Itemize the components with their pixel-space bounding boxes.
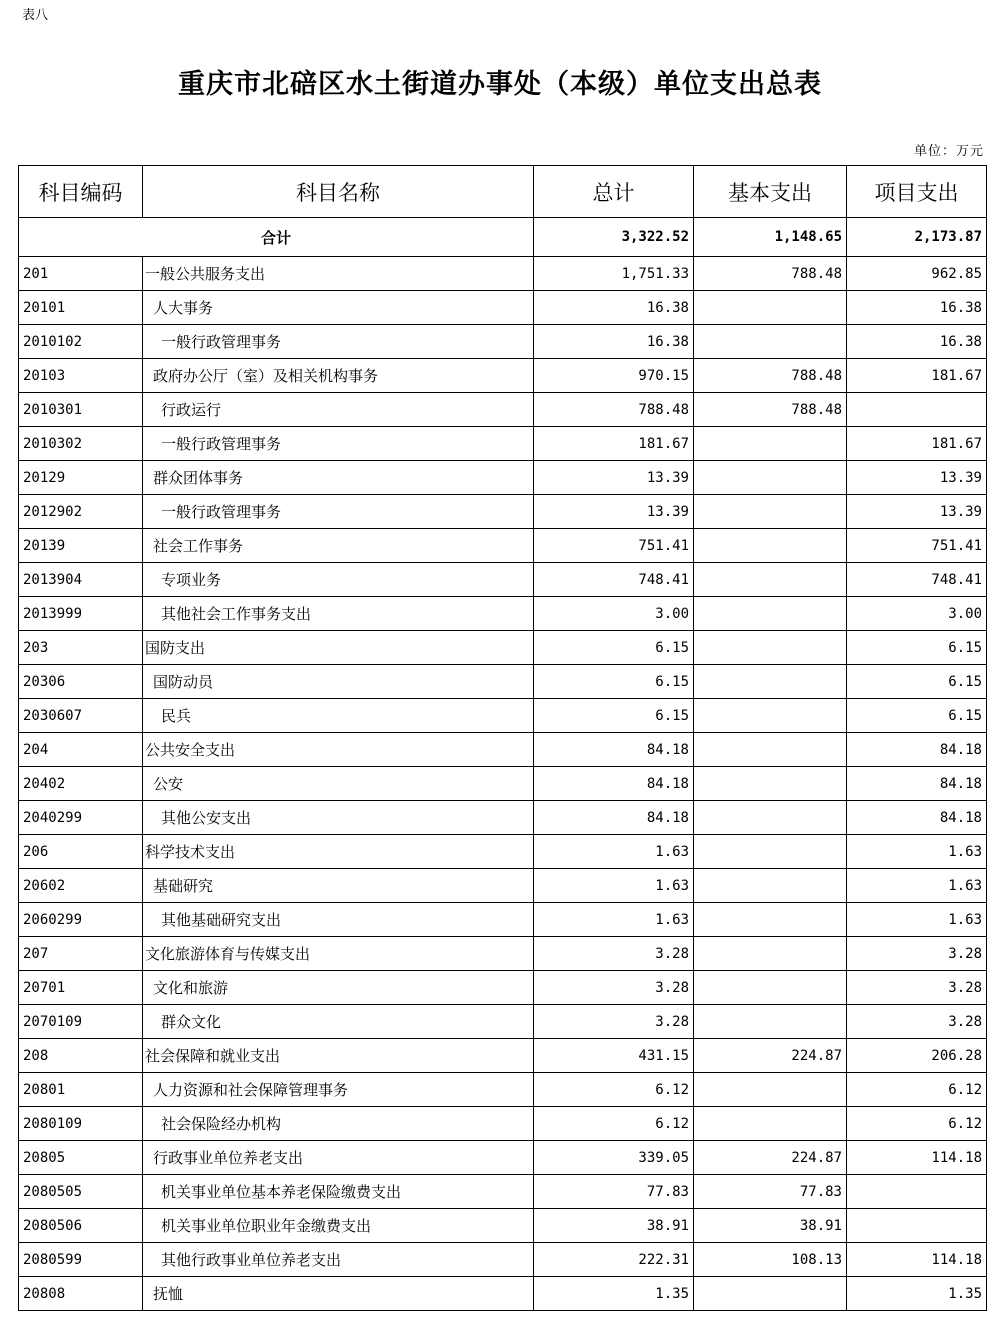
- row-code: 203: [19, 631, 143, 665]
- row-name: 其他公安支出: [143, 801, 534, 835]
- row-total: 3.00: [534, 597, 694, 631]
- header-project: 项目支出: [847, 166, 987, 218]
- row-project: 3.00: [847, 597, 987, 631]
- table-row: [19, 699, 987, 733]
- row-basic: [694, 631, 847, 665]
- row-name: 公安: [143, 767, 534, 801]
- table-row: [19, 1277, 987, 1311]
- row-name: 专项业务: [143, 563, 534, 597]
- row-name: 一般行政管理事务: [143, 495, 534, 529]
- row-total: 1.63: [534, 835, 694, 869]
- table-number-label: 表八: [22, 8, 49, 23]
- row-code: 2030607: [19, 699, 143, 733]
- header-basic: 基本支出: [694, 166, 847, 218]
- table-row: [19, 393, 987, 427]
- row-basic: [694, 869, 847, 903]
- row-total: 970.15: [534, 359, 694, 393]
- row-code: 20801: [19, 1073, 143, 1107]
- row-code: 20402: [19, 767, 143, 801]
- row-name: 人力资源和社会保障管理事务: [143, 1073, 534, 1107]
- row-basic: 788.48: [694, 359, 847, 393]
- table-row: [19, 1141, 987, 1175]
- row-code: 2080599: [19, 1243, 143, 1277]
- row-code: 20805: [19, 1141, 143, 1175]
- row-code: 2010302: [19, 427, 143, 461]
- table-row: [19, 563, 987, 597]
- row-name: 文化和旅游: [143, 971, 534, 1005]
- row-code: 2060299: [19, 903, 143, 937]
- row-name: 国防支出: [143, 631, 534, 665]
- row-name: 国防动员: [143, 665, 534, 699]
- table-row: [19, 903, 987, 937]
- row-name: 一般公共服务支出: [143, 257, 534, 291]
- row-total: 16.38: [534, 291, 694, 325]
- row-project: 84.18: [847, 801, 987, 835]
- table-row: [19, 1209, 987, 1243]
- row-basic: 77.83: [694, 1175, 847, 1209]
- row-code: 20129: [19, 461, 143, 495]
- total-row: [19, 218, 987, 257]
- row-code: 2080506: [19, 1209, 143, 1243]
- table-row: [19, 631, 987, 665]
- row-project: 6.15: [847, 665, 987, 699]
- table-row: [19, 495, 987, 529]
- row-basic: [694, 699, 847, 733]
- row-project: 6.15: [847, 699, 987, 733]
- row-name: 其他基础研究支出: [143, 903, 534, 937]
- row-name: 人大事务: [143, 291, 534, 325]
- row-code: 2012902: [19, 495, 143, 529]
- row-name: 社会保障和就业支出: [143, 1039, 534, 1073]
- row-name: 群众文化: [143, 1005, 534, 1039]
- row-code: 2040299: [19, 801, 143, 835]
- row-project: 6.15: [847, 631, 987, 665]
- row-name: 一般行政管理事务: [143, 325, 534, 359]
- row-project: 84.18: [847, 733, 987, 767]
- row-basic: [694, 733, 847, 767]
- row-total: 16.38: [534, 325, 694, 359]
- row-code: 2070109: [19, 1005, 143, 1039]
- row-name: 基础研究: [143, 869, 534, 903]
- row-code: 20101: [19, 291, 143, 325]
- table-row: [19, 1243, 987, 1277]
- row-basic: [694, 1005, 847, 1039]
- row-basic: [694, 495, 847, 529]
- table-row: [19, 359, 987, 393]
- row-name: 公共安全支出: [143, 733, 534, 767]
- row-basic: [694, 291, 847, 325]
- row-basic: [694, 563, 847, 597]
- row-project: 1.63: [847, 903, 987, 937]
- table-row: [19, 1073, 987, 1107]
- page-title: 重庆市北碚区水土街道办事处（本级）单位支出总表: [178, 69, 822, 100]
- row-basic: [694, 903, 847, 937]
- table-row: [19, 461, 987, 495]
- header-total: 总计: [534, 166, 694, 218]
- row-code: 2080505: [19, 1175, 143, 1209]
- row-project: 3.28: [847, 1005, 987, 1039]
- row-total: 788.48: [534, 393, 694, 427]
- row-code: 20103: [19, 359, 143, 393]
- row-project: [847, 393, 987, 427]
- row-basic: 108.13: [694, 1243, 847, 1277]
- row-total: 6.12: [534, 1107, 694, 1141]
- row-code: 206: [19, 835, 143, 869]
- table-row: [19, 835, 987, 869]
- row-code: 20139: [19, 529, 143, 563]
- row-total: 1.63: [534, 903, 694, 937]
- row-project: 6.12: [847, 1107, 987, 1141]
- row-basic: 788.48: [694, 257, 847, 291]
- row-project: [847, 1209, 987, 1243]
- row-basic: 224.87: [694, 1141, 847, 1175]
- row-code: 2010102: [19, 325, 143, 359]
- table-row: [19, 291, 987, 325]
- row-total: 84.18: [534, 801, 694, 835]
- row-project: 962.85: [847, 257, 987, 291]
- table-row: [19, 801, 987, 835]
- table-row: [19, 971, 987, 1005]
- row-total: 3.28: [534, 1005, 694, 1039]
- row-code: 20602: [19, 869, 143, 903]
- row-total: 222.31: [534, 1243, 694, 1277]
- table-row: [19, 1039, 987, 1073]
- row-basic: [694, 461, 847, 495]
- row-total: 431.15: [534, 1039, 694, 1073]
- row-total: 1.35: [534, 1277, 694, 1311]
- table-header-row: [19, 166, 987, 218]
- row-total: 748.41: [534, 563, 694, 597]
- row-name: 行政运行: [143, 393, 534, 427]
- row-basic: 38.91: [694, 1209, 847, 1243]
- unit-label: 单位：万元: [913, 144, 984, 159]
- row-project: 6.12: [847, 1073, 987, 1107]
- row-basic: [694, 427, 847, 461]
- row-project: 206.28: [847, 1039, 987, 1073]
- row-name: 抚恤: [143, 1277, 534, 1311]
- row-basic: [694, 1073, 847, 1107]
- table-row: [19, 325, 987, 359]
- row-project: 13.39: [847, 461, 987, 495]
- total-basic: 1,148.65: [694, 218, 847, 257]
- total-sum: 3,322.52: [534, 218, 694, 257]
- row-total: 3.28: [534, 971, 694, 1005]
- row-total: 6.15: [534, 631, 694, 665]
- row-project: [847, 1175, 987, 1209]
- row-total: 181.67: [534, 427, 694, 461]
- row-total: 751.41: [534, 529, 694, 563]
- row-basic: [694, 1277, 847, 1311]
- expenditure-table: [18, 165, 987, 1311]
- row-basic: [694, 767, 847, 801]
- row-total: 6.12: [534, 1073, 694, 1107]
- row-total: 6.15: [534, 699, 694, 733]
- row-code: 20306: [19, 665, 143, 699]
- row-name: 政府办公厅（室）及相关机构事务: [143, 359, 534, 393]
- row-total: 3.28: [534, 937, 694, 971]
- table-row: [19, 665, 987, 699]
- row-project: 114.18: [847, 1243, 987, 1277]
- row-name: 行政事业单位养老支出: [143, 1141, 534, 1175]
- row-total: 77.83: [534, 1175, 694, 1209]
- row-basic: [694, 835, 847, 869]
- row-name: 文化旅游体育与传媒支出: [143, 937, 534, 971]
- row-name: 机关事业单位职业年金缴费支出: [143, 1209, 534, 1243]
- table-row: [19, 1107, 987, 1141]
- row-project: 84.18: [847, 767, 987, 801]
- row-code: 2010301: [19, 393, 143, 427]
- row-total: 1.63: [534, 869, 694, 903]
- row-project: 16.38: [847, 291, 987, 325]
- row-name: 社会保险经办机构: [143, 1107, 534, 1141]
- row-project: 1.35: [847, 1277, 987, 1311]
- row-basic: [694, 1107, 847, 1141]
- row-project: 748.41: [847, 563, 987, 597]
- row-project: 16.38: [847, 325, 987, 359]
- row-project: 1.63: [847, 869, 987, 903]
- total-project: 2,173.87: [847, 218, 987, 257]
- row-code: 20701: [19, 971, 143, 1005]
- total-label: 合计: [19, 218, 534, 257]
- table-row: [19, 427, 987, 461]
- row-project: 751.41: [847, 529, 987, 563]
- row-basic: [694, 937, 847, 971]
- header-name: 科目名称: [143, 166, 534, 218]
- row-name: 社会工作事务: [143, 529, 534, 563]
- row-name: 民兵: [143, 699, 534, 733]
- table-row: [19, 597, 987, 631]
- table-row: [19, 529, 987, 563]
- row-code: 201: [19, 257, 143, 291]
- row-project: 181.67: [847, 359, 987, 393]
- row-basic: 788.48: [694, 393, 847, 427]
- row-basic: [694, 971, 847, 1005]
- row-basic: [694, 529, 847, 563]
- row-basic: [694, 665, 847, 699]
- row-total: 339.05: [534, 1141, 694, 1175]
- row-name: 机关事业单位基本养老保险缴费支出: [143, 1175, 534, 1209]
- row-code: 207: [19, 937, 143, 971]
- row-basic: [694, 325, 847, 359]
- table-row: [19, 937, 987, 971]
- row-total: 13.39: [534, 461, 694, 495]
- row-total: 13.39: [534, 495, 694, 529]
- row-name: 科学技术支出: [143, 835, 534, 869]
- row-total: 1,751.33: [534, 257, 694, 291]
- row-code: 2013904: [19, 563, 143, 597]
- row-project: 1.63: [847, 835, 987, 869]
- row-basic: [694, 597, 847, 631]
- row-name: 一般行政管理事务: [143, 427, 534, 461]
- row-project: 13.39: [847, 495, 987, 529]
- row-basic: [694, 801, 847, 835]
- row-code: 204: [19, 733, 143, 767]
- row-basic: 224.87: [694, 1039, 847, 1073]
- row-total: 38.91: [534, 1209, 694, 1243]
- row-project: 114.18: [847, 1141, 987, 1175]
- row-code: 20808: [19, 1277, 143, 1311]
- row-total: 84.18: [534, 767, 694, 801]
- row-name: 其他社会工作事务支出: [143, 597, 534, 631]
- table-row: [19, 733, 987, 767]
- row-project: 3.28: [847, 971, 987, 1005]
- row-project: 181.67: [847, 427, 987, 461]
- row-total: 6.15: [534, 665, 694, 699]
- row-code: 208: [19, 1039, 143, 1073]
- table-row: [19, 1175, 987, 1209]
- row-total: 84.18: [534, 733, 694, 767]
- row-code: 2080109: [19, 1107, 143, 1141]
- table-row: [19, 869, 987, 903]
- row-name: 其他行政事业单位养老支出: [143, 1243, 534, 1277]
- table-row: [19, 1005, 987, 1039]
- table-row: [19, 257, 987, 291]
- header-code: 科目编码: [19, 166, 143, 218]
- row-name: 群众团体事务: [143, 461, 534, 495]
- row-code: 2013999: [19, 597, 143, 631]
- row-project: 3.28: [847, 937, 987, 971]
- table-row: [19, 767, 987, 801]
